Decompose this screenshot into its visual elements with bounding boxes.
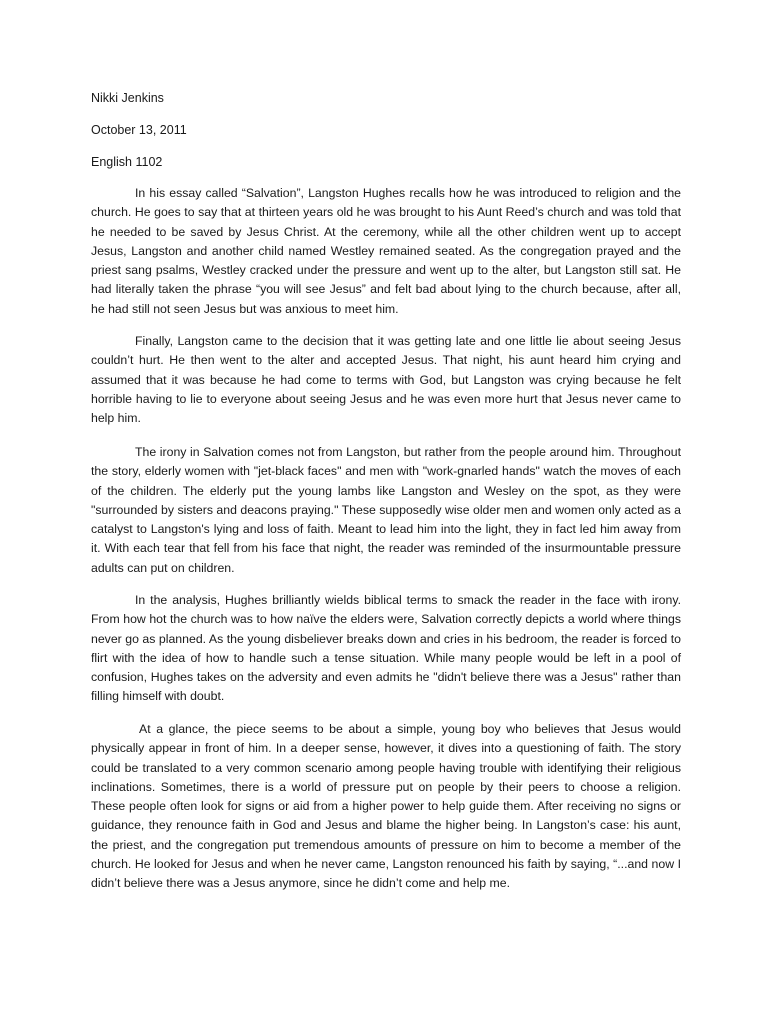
course-line: English 1102 (91, 155, 163, 169)
paragraph-5: At a glance, the piece seems to be about a simple, young boy who believes that Jesus would physically appear in front of him. In a deeper sense, however, it dives into a questioning of faith. The story could be translated to a very common scenario among people having trouble with identifying their religious inclinations. Sometimes, there is a world of pressure put on people by their peers to choose a religion. These people often look for signs or aid from a higher power to help guide them. After receiving no signs or guidance, they renounce faith in God and Jesus and blame the higher being. In Langston’s case: his aunt, the priest, and the congregation put tremendous amounts of pressure on him to become a member of the church. He looked for Jesus and when he never came, Langston renounced his faith by saying, “...and now I didn’t believe there was a Jesus anymore, since he didn’t come and help me. (91, 722, 681, 891)
author-name: Nikki Jenkins (91, 91, 164, 105)
paragraph-2: Finally, Langston came to the decision that it was getting late and one little lie about seeing Jesus couldn’t hurt. He then went to the alter and accepted Jesus. That night, his aunt heard him crying and assumed that it was because he had come to terms with God, but Langston was crying because he felt horrible having to lie to everyone about seeing Jesus and he was even more hurt that Jesus never came to help him. (91, 334, 681, 426)
paragraph-4: In the analysis, Hughes brilliantly wields biblical terms to smack the reader in the face with irony. From how hot the church was to how naïve the elders were, Salvation correctly depicts a world where things never go as planned. As the young disbeliever breaks down and cries in his bedroom, the reader is forced to flirt with the idea of how to handle such a tense situation. While many people would be left in a pool of confusion, Hughes takes on the adversity and even admits he "didn't believe there was a Jesus" rather than filling himself with doubt. (91, 593, 681, 704)
date-line: October 13, 2011 (91, 123, 187, 137)
paragraph-3: The irony in Salvation comes not from Langston, but rather from the people around him. Throughout the story, elderly women with "jet-black faces" and men with "work-gnarled hands" watch the moves of each of the children. The elderly put the young lambs like Langston and Wesley on the spot, as they were "surrounded by sisters and deacons praying." These supposedly wise older men and women only acted as a catalyst to Langston's lying and loss of faith. Meant to lead him into the light, they in fact led him away from it. With each tear that fell from his face that night, the reader was reminded of the insurmountable pressure adults can put on children. (91, 445, 681, 575)
paragraph-1: In his essay called “Salvation”, Langston Hughes recalls how he was introduced to religion and the church. He goes to say that at thirteen years old he was brought to his Aunt Reed’s church and was told that he needed to be saved by Jesus Christ. At the ceremony, while all the other children went up to accept Jesus, Langston and another child named Westley remained seated. As the congregation prayed and the priest sang psalms, Westley cracked under the pressure and went up to the alter, but Langston still sat. He had literally taken the phrase “you will see Jesus” and felt bad about lying to the church because, after all, he had still not seen Jesus but was anxious to meet him. (91, 186, 681, 316)
